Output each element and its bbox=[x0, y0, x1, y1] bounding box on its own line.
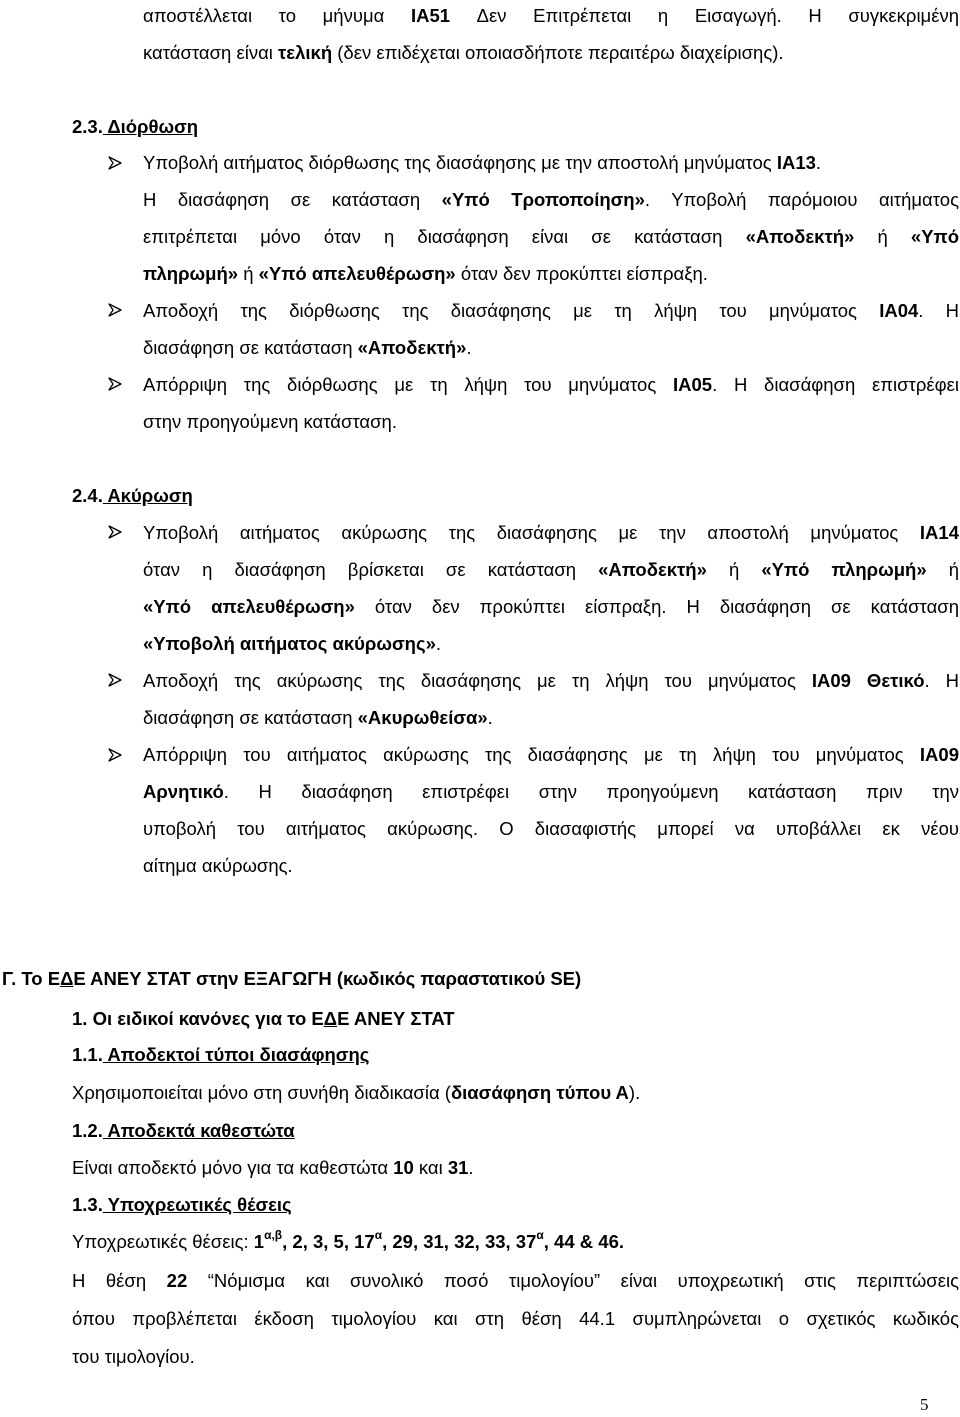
subheading-1-1: 1.1. Αποδεκτοί τύποι διασάφησης bbox=[72, 1044, 370, 1065]
bullet-text: Απόρριψη του αιτήματος ακύρωσης της διασάφησης με τη λήψη του μηνύματος IA09 bbox=[143, 744, 959, 765]
arrow-bullet-icon bbox=[107, 155, 123, 171]
arrow-bullet-icon bbox=[107, 747, 123, 763]
bullet-text: Αποδοχή της ακύρωσης της διασάφησης με τη λήψη του μηνύματος IA09 Θετικό. Η bbox=[143, 670, 959, 691]
bullet-text: διασάφηση σε κατάσταση «Ακυρωθείσα». bbox=[143, 707, 493, 728]
bullet-text: επιτρέπεται μόνο όταν η διασάφηση είναι σε κατάσταση «Αποδεκτή» ή «Υπό bbox=[143, 226, 959, 247]
section-heading-2-4: 2.4. Ακύρωση bbox=[72, 485, 193, 506]
bullet-text: Αποδοχή της διόρθωσης της διασάφησης με τη λήψη του μηνύματος IA04. Η bbox=[143, 300, 959, 321]
bullet-text: όταν η διασάφηση βρίσκεται σε κατάσταση «Αποδεκτή» ή «Υπό πληρωμή» ή bbox=[143, 559, 960, 580]
paragraph-line: κατάσταση είναι τελική (δεν επιδέχεται οποιασδήποτε περαιτέρω διαχείρισης). bbox=[143, 42, 784, 63]
paragraph-line: όπου προβλέπεται έκδοση τιμολογίου και στη θέση 44.1 συμπληρώνεται ο σχετικός κωδικός bbox=[72, 1308, 959, 1329]
section-heading-2-3: 2.3. Διόρθωση bbox=[72, 116, 199, 137]
subheading-1-3: 1.3. Υποχρεωτικές θέσεις bbox=[72, 1194, 292, 1215]
page-number: 5 bbox=[920, 1395, 929, 1414]
bullet-text: Υποβολή αιτήματος ακύρωσης της διασάφησης με την αποστολή μηνύματος IA14 bbox=[143, 522, 959, 543]
arrow-bullet-icon bbox=[107, 376, 123, 392]
bullet-text: Απόρριψη της διόρθωσης με τη λήψη του μηνύματος IA05. Η διασάφηση επιστρέφει bbox=[143, 374, 959, 395]
section-heading-g: Γ. Το ΕΔΕ ΑΝΕΥ ΣΤΑΤ στην ΕΞΑΓΩΓΗ (κωδικός παραστατικού SE) bbox=[2, 968, 582, 989]
paragraph-line: αποστέλλεται το μήνυμα IA51 Δεν Επιτρέπεται η Εισαγωγή. Η συγκεκριμένη bbox=[143, 5, 960, 26]
bullet-text: Υποβολή αιτήματος διόρθωσης της διασάφησης με την αποστολή μηνύματος IA13. bbox=[143, 152, 822, 173]
bullet-text: στην προηγούμενη κατάσταση. bbox=[143, 411, 397, 432]
paragraph-line: Χρησιμοποιείται μόνο στη συνήθη διαδικασία (διασάφηση τύπου Α). bbox=[72, 1082, 641, 1103]
bullet-text: «Υπό απελευθέρωση» όταν δεν προκύπτει είσπραξη. Η διασάφηση σε κατάσταση bbox=[143, 596, 959, 617]
paragraph-line: Η θέση 22 “Νόμισμα και συνολικό ποσό τιμολογίου” είναι υποχρεωτική στις περιπτώσεις bbox=[72, 1270, 959, 1291]
bullet-text: «Υποβολή αιτήματος ακύρωσης». bbox=[143, 633, 441, 654]
paragraph-line: Είναι αποδεκτό μόνο για τα καθεστώτα 10 και 31. bbox=[72, 1157, 474, 1178]
bullet-text: πληρωμή» ή «Υπό απελευθέρωση» όταν δεν προκύπτει είσπραξη. bbox=[143, 263, 708, 284]
arrow-bullet-icon bbox=[107, 302, 123, 318]
bullet-text: αίτημα ακύρωσης. bbox=[143, 855, 293, 876]
bullet-text: υποβολή του αιτήματος ακύρωσης. Ο διασαφιστής μπορεί να υποβάλλει εκ νέου bbox=[143, 818, 959, 839]
subheading-1: 1. Οι ειδικοί κανόνες για το ΕΔΕ ΑΝΕΥ ΣΤΑΤ bbox=[72, 1008, 455, 1029]
arrow-bullet-icon bbox=[107, 672, 123, 688]
bullet-text: διασάφηση σε κατάσταση «Αποδεκτή». bbox=[143, 337, 472, 358]
subheading-1-2: 1.2. Αποδεκτά καθεστώτα bbox=[72, 1120, 295, 1141]
paragraph-line: Υποχρεωτικές θέσεις: $1^{\alpha,\beta}$, 2, 3, 5, $17^\alpha$, 29, 31, 32, 33, $37^\alpha$, 44 & 46. bbox=[72, 1228, 624, 1252]
bullet-text: Η διασάφηση σε κατάσταση «Υπό Τροποποίηση». Υποβολή παρόμοιου αιτήματος bbox=[143, 189, 959, 210]
paragraph-line: του τιμολογίου. bbox=[72, 1346, 195, 1367]
bullet-text: Αρνητικό. Η διασάφηση επιστρέφει στην προηγούμενη κατάσταση πριν την bbox=[143, 781, 959, 802]
arrow-bullet-icon bbox=[107, 524, 123, 540]
